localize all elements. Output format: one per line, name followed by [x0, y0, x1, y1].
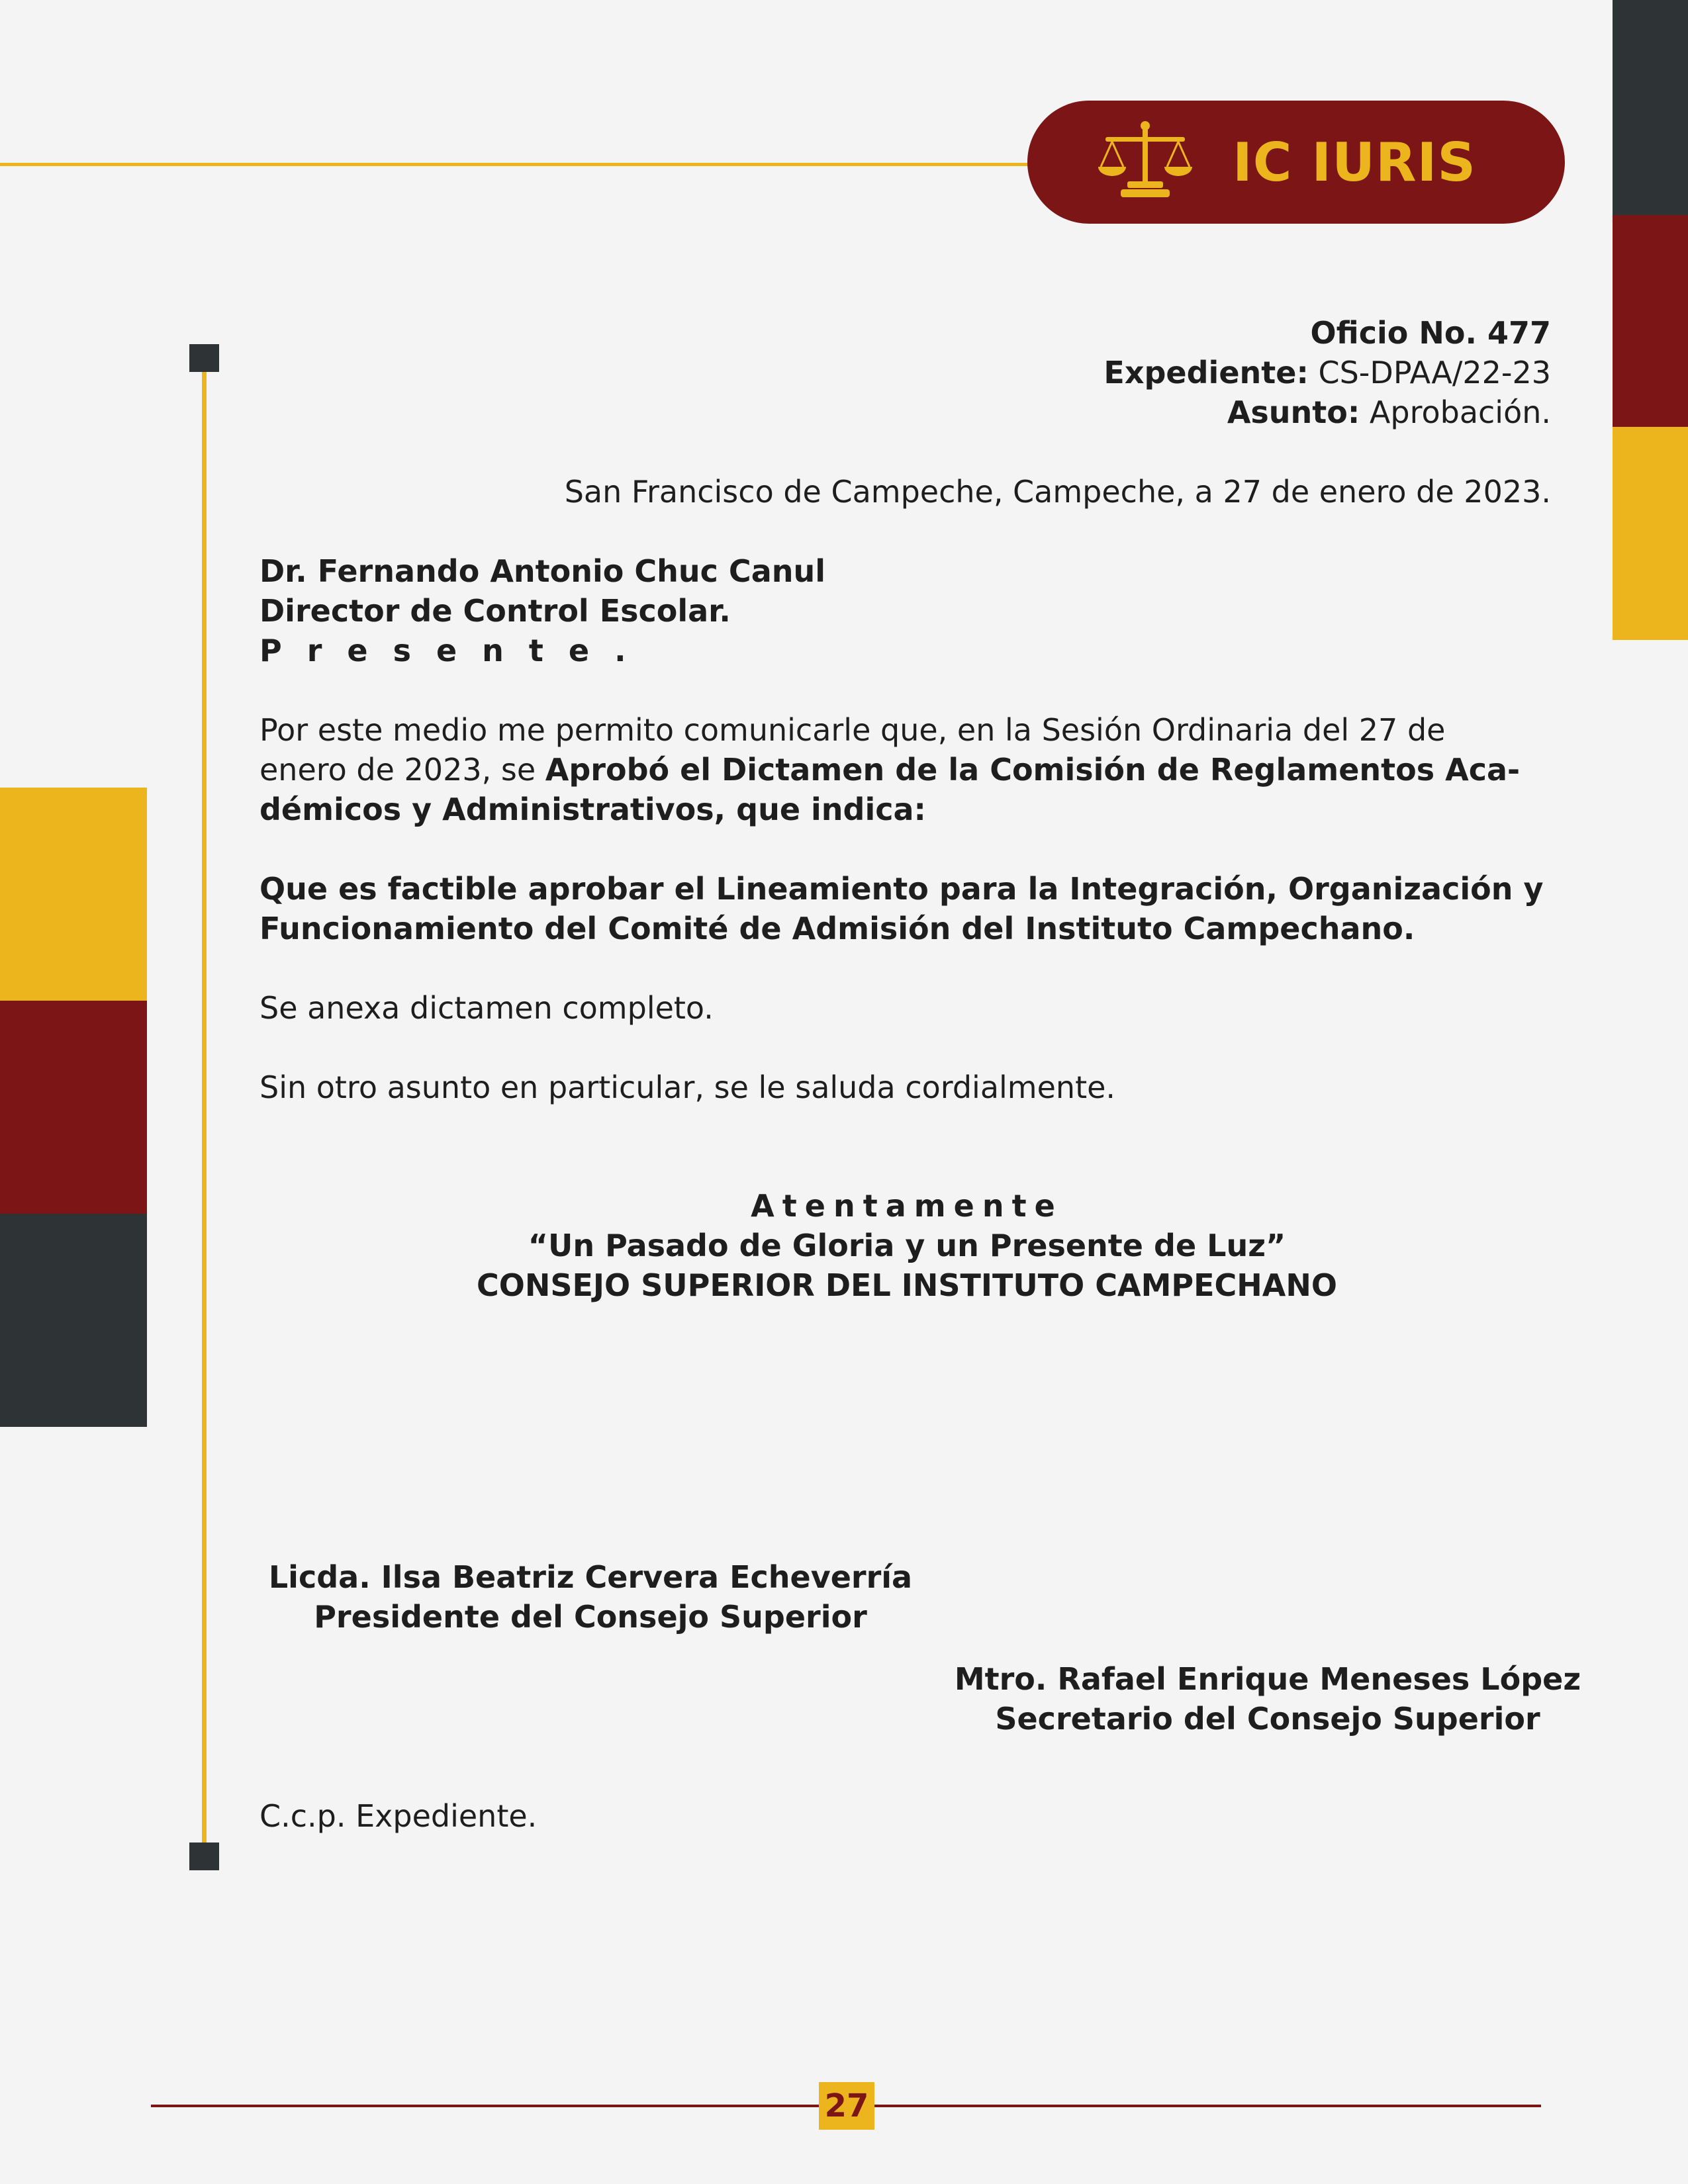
atentamente: Atentamente	[751, 1188, 1063, 1224]
margin-rule-cap-top	[189, 344, 219, 372]
body-paragraph-1-line-2	[259, 750, 1557, 790]
signatory-1-role: Presidente del Consejo Superior	[314, 1599, 867, 1635]
expediente-value: CS-DPAA/22-23	[1308, 355, 1551, 390]
ccp-line: C.c.p. Expediente.	[259, 1798, 538, 1834]
oficio-number: Oficio No. 477	[1310, 315, 1551, 351]
right-stripe-maroon	[1613, 215, 1688, 427]
expediente-line	[927, 353, 1551, 392]
body-paragraph-1-line-1: Por este medio me permito comunicarle que, en la Sesión Ordinaria del 27 de	[259, 712, 1446, 748]
resolution-line-2: Funcionamiento del Comité de Admisión del Instituto Campechano.	[259, 911, 1415, 946]
header-rule	[0, 163, 1059, 166]
margin-rule	[202, 357, 207, 1861]
left-stripe-gold	[0, 788, 147, 1001]
signatory-2-name: Mtro. Rafael Enrique Meneses López	[954, 1661, 1581, 1697]
right-stripe-charcoal	[1613, 0, 1688, 215]
motto: “Un Pasado de Gloria y un Presente de Luz”	[528, 1228, 1286, 1263]
scales-of-justice-icon	[1096, 119, 1195, 202]
addressee-name: Dr. Fernando Antonio Chuc Canul	[259, 553, 825, 589]
asunto-line	[927, 392, 1551, 432]
signatory-1-name: Licda. Ilsa Beatriz Cervera Echeverría	[268, 1559, 913, 1595]
body-paragraph-1-text: enero de 2023, se	[259, 752, 545, 788]
asunto-value: Aprobación.	[1360, 394, 1551, 430]
date-line: San Francisco de Campeche, Campeche, a 27 de enero de 2023.	[564, 474, 1551, 510]
closing-line: Sin otro asunto en particular, se le saluda cordialmente.	[259, 1069, 1116, 1105]
left-stripe-maroon	[0, 1001, 147, 1214]
left-stripe-charcoal	[0, 1214, 147, 1427]
addressee-greeting: Presente.	[259, 633, 651, 668]
page-number: 27	[819, 2082, 874, 2130]
resolution-line-1: Que es factible aprobar el Lineamiento para la Integración, Organización y	[259, 871, 1544, 907]
brand-title: IC IURIS	[1233, 132, 1477, 193]
annex-note: Se anexa dictamen completo.	[259, 990, 714, 1026]
margin-rule-cap-bottom	[189, 1843, 219, 1870]
asunto-label: Asunto:	[1227, 394, 1360, 430]
right-stripe-gold	[1613, 427, 1688, 640]
body-paragraph-1-line-3: démicos y Administrativos, que indica:	[259, 792, 926, 827]
signatory-2-role: Secretario del Consejo Superior	[995, 1701, 1540, 1737]
addressee-title: Director de Control Escolar.	[259, 593, 731, 629]
body-paragraph-1-emphasis: Aprobó el Dictamen de la Comisión de Reglamentos Aca-	[545, 752, 1521, 788]
expediente-label: Expediente:	[1103, 355, 1309, 390]
institution-name: CONSEJO SUPERIOR DEL INSTITUTO CAMPECHANO	[477, 1267, 1337, 1303]
